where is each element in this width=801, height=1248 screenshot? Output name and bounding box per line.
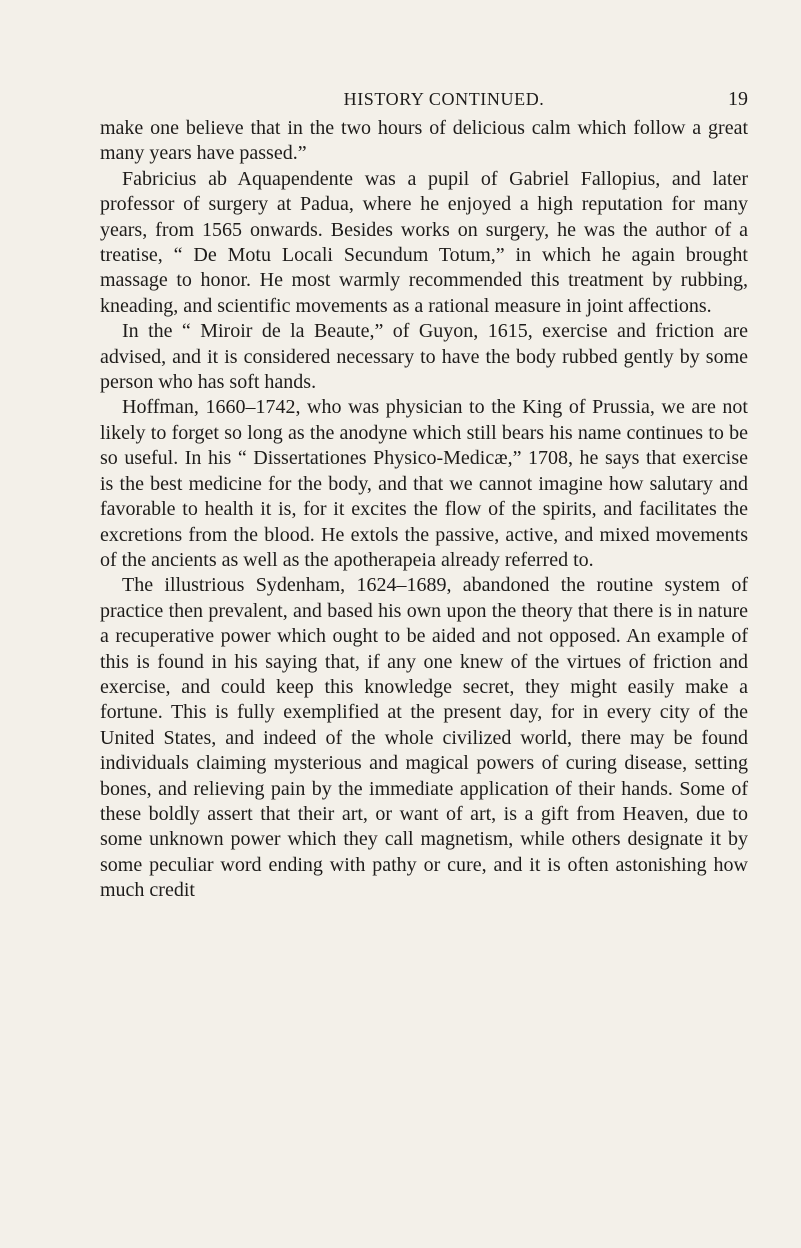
body-text <box>100 116 748 904</box>
paragraph-guyon: In the “ Miroir de la Beaute,” of Guyon, 1615, exercise and friction are advised, and it is considered necessary to have the body rubbed gently by some person who has soft hands. <box>100 320 748 394</box>
paragraph-hoffman: Hoffman, 1660–1742, who was physician to the King of Prussia, we are not likely to forget so long as the anodyne which still bears his name continues to be so useful. In his “ Dissertationes Physico-Medicæ,” 1708, he says that exercise is the best medicine for the body, and that we cannot imagine how salutary and favorable to health it is, for it excites the flow of the spirits, and facilitates the excretions from the blood. He extols the passive, active, and mixed movements of the ancients as well as the apotherapeia already referred to. <box>100 396 748 571</box>
paragraph-fabricius: Fabricius ab Aquapendente was a pupil of Gabriel Fallopius, and later professor of surgery at Padua, where he enjoyed a high reputation for many years, from 1565 onwards. Besides works on surgery, he was the author of a treatise, “ De Motu Locali Secundum Totum,” in which he again brought massage to honor. He most warmly recommended this treatment by rubbing, kneading, and scientific movements as a rational measure in joint affections. <box>100 167 748 317</box>
page-header <box>100 84 748 114</box>
running-title: HISTORY CONTINUED. <box>343 89 545 109</box>
paragraph-sydenham: The illustrious Sydenham, 1624–1689, abandoned the routine system of practice then prevalent, and based his own upon the theory that there is in nature a recuperative power which ought to be aided and not opposed. An example of this is found in his saying that, if any one knew of the virtues of friction and exercise, and could keep this knowledge secret, they might easily make a fortune. This is fully exemplified at the present day, for in every city of the United States, and indeed of the whole civilized world, there may be found individuals claiming mysterious and magical powers of curing disease, setting bones, and relieving pain by the immediate application of their hands. Some of these boldly assert that their art, or want of art, is a gift from Heaven, due to some unknown power which they call magnetism, while others designate it by some peculiar word ending with pathy or cure, and it is often astonishing how much credit <box>100 574 748 902</box>
page-number: 19 <box>728 88 748 110</box>
paragraph-continuation: make one believe that in the two hours of delicious calm which follow a great many years have passed.” <box>100 117 748 165</box>
